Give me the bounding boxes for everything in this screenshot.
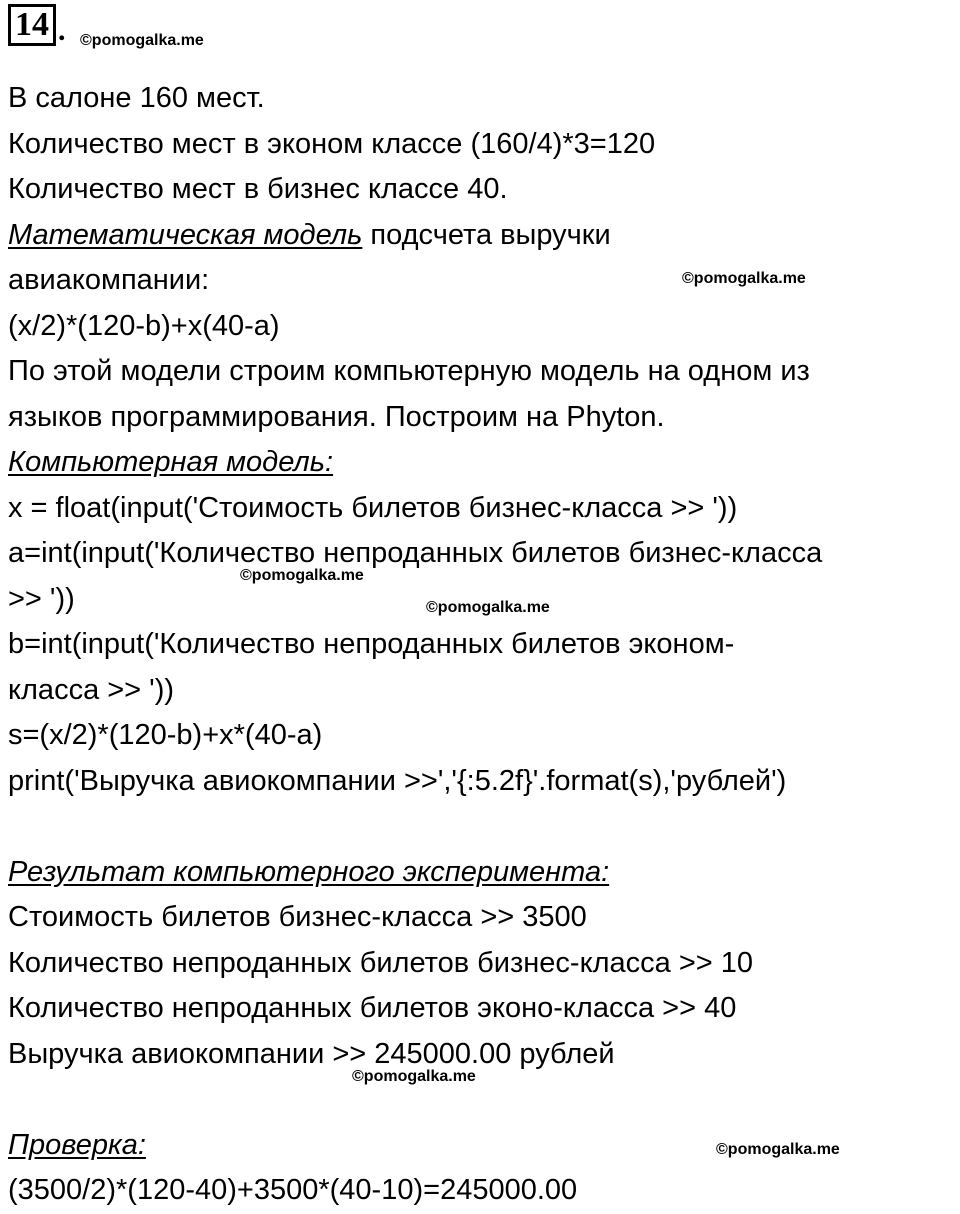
watermark: ©pomogalka.me xyxy=(240,567,364,584)
code-line: класса >> ')) xyxy=(8,673,175,706)
text-line xyxy=(8,1123,958,1169)
result-line: Количество непроданных билетов бизнес-класса >> 10 xyxy=(8,946,754,979)
text-line: Количество мест в бизнес классе 40. xyxy=(8,173,508,205)
check-heading: Проверка: xyxy=(8,1128,146,1161)
text-line: В салоне 160 мест. xyxy=(8,82,265,114)
math-model-heading: Математическая модель xyxy=(8,218,363,251)
watermark: ©pomogalka.me xyxy=(682,270,806,287)
task-number-dot: . xyxy=(58,14,66,47)
result-line: Выручка авиокомпании >> 245000.00 рублей xyxy=(8,1037,615,1070)
code-line: b=int(input('Количество непроданных билетов эконом- xyxy=(8,628,735,660)
text-line: Количество мест в эконом классе (160/4)*3=120 xyxy=(8,127,656,160)
result-heading: Результат компьютерного эксперимента: xyxy=(8,855,610,888)
text-line xyxy=(8,850,958,896)
text-line xyxy=(8,213,958,259)
computer-model-heading: Компьютерная модель: xyxy=(8,446,334,478)
formula-line: (x/2)*(120-b)+x(40-a) xyxy=(8,309,280,342)
result-line: Количество непроданных билетов эконо-класса >> 40 xyxy=(8,992,737,1024)
spacer xyxy=(8,1077,958,1123)
watermark: ©pomogalka.me xyxy=(716,1141,840,1158)
watermark: ©pomogalka.me xyxy=(426,599,550,616)
solution-text xyxy=(8,76,958,1214)
task-header xyxy=(8,4,66,46)
task-number: 14 xyxy=(8,4,56,46)
watermark: ©pomogalka.me xyxy=(80,32,204,49)
text-line: языков программирования. Построим на Phyton. xyxy=(8,400,665,433)
text-fragment: подсчета выручки xyxy=(362,218,611,251)
watermark: ©pomogalka.me xyxy=(352,1068,476,1085)
check-line: (3500/2)*(120-40)+3500*(40-10)=245000.00 xyxy=(8,1174,578,1206)
code-line: print('Выручка авиокомпании >>','{:5.2f}'.format(s),'рублей') xyxy=(8,764,787,797)
code-line: s=(x/2)*(120-b)+x*(40-a) xyxy=(8,719,323,751)
text-line xyxy=(8,440,958,486)
text-line: По этой модели строим компьютерную модель на одном из xyxy=(8,355,810,387)
code-line: a=int(input('Количество непроданных билетов бизнес-класса xyxy=(8,537,823,569)
spacer xyxy=(8,804,958,850)
code-line: >> ')) xyxy=(8,582,75,615)
result-line: Стоимость билетов бизнес-класса >> 3500 xyxy=(8,901,587,933)
code-line: x = float(input('Стоимость билетов бизнес-класса >> ')) xyxy=(8,491,738,524)
text-line: авиакомпании: xyxy=(8,264,210,296)
